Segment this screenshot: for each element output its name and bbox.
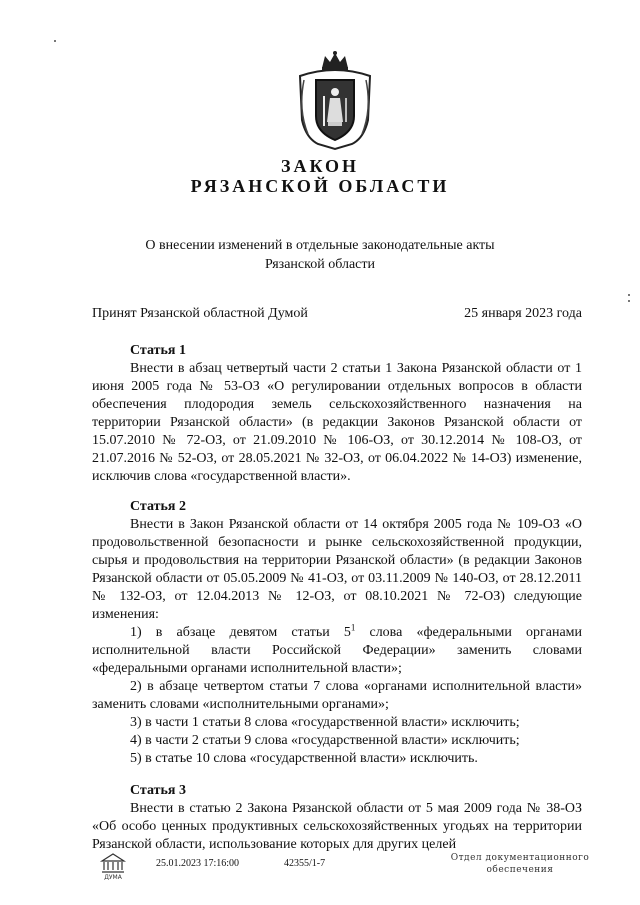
coat-of-arms-emblem — [294, 50, 376, 152]
duma-logo-icon — [98, 850, 128, 880]
article-2-item-3: 3) в части 1 статьи 8 слова «государственной власти» исключить; — [130, 715, 520, 730]
article-2-item-2: 2) в абзаце четвертом статьи 7 слова «органами исполнительной власти» заменить словами «исполнительными органами»; — [92, 679, 582, 712]
stamp-line-1: Отдел документационного — [450, 853, 590, 863]
article-3-heading: Статья 3 — [130, 783, 186, 798]
article-2-heading: Статья 2 — [130, 499, 186, 514]
law-title: ЗАКОН — [280, 156, 360, 176]
footer-timestamp: 25.01.2023 17:16:00 — [156, 858, 240, 869]
region-title: РЯЗАНСКОЙ ОБЛАСТИ — [190, 176, 450, 196]
document-subtitle — [120, 236, 520, 274]
item-1-superscript: 1 — [350, 622, 356, 633]
article-1-text: Внести в абзац четвертый части 2 статьи 1 Закона Рязанской области от 1 июня 2005 года № 53-ОЗ «О регулировании отдельных вопросов в области обеспечения плодородия земель сельскохозяйственного назначения на территории Рязанской области» (в редакции Законов Рязанской области от 15.07.2010 № 72-ОЗ, от 21.09.2010 № 106-ОЗ, от 30.12.2014 № 108-ОЗ, от 21.07.2016 № 52-ОЗ, от 28.05.2021 № 32-ОЗ, от 06.04.2022 № 14-ОЗ) изменение, исключив слова «государственной власти». — [92, 361, 582, 484]
article-2-item-1 — [92, 624, 582, 678]
article-2-item-4: 4) в части 2 статьи 9 слова «государственной власти» исключить; — [130, 733, 520, 748]
department-stamp — [440, 852, 600, 876]
margin-mark — [54, 40, 56, 42]
article-2-item-5: 5) в статье 10 слова «государственной власти» исключить. — [130, 751, 478, 766]
margin-mark — [628, 294, 630, 296]
article-2-intro: Внести в Закон Рязанской области от 14 октября 2005 года № 109-ОЗ «О продовольственной безопасности и рынке сельскохозяйственной продукции, сырья и продовольствия на территории Рязанской области» (в редакции Законов Рязанской области от 05.05.2009 № 41-ОЗ, от 03.11.2009 № 140-ОЗ, от 28.12.2011 № 132-ОЗ, от 12.04.2013 № 12-ОЗ, от 08.10.2021 № 72-ОЗ) следующие изменения: — [92, 517, 582, 622]
subtitle-line-2: Рязанской области — [264, 257, 376, 272]
item-1-end: слова «федеральными органами исполнительной власти Российской Федерации» заменить словами «федеральными органами исполнительной власти»; — [92, 625, 583, 676]
article-3-text: Внести в статью 2 Закона Рязанской области от 5 мая 2009 года № 38-ОЗ «Об особо ценных продуктивных сельскохозяйственных угодьях на территории Рязанской области, использование которых для других целей — [92, 801, 582, 852]
adopted-by: Принят Рязанской областной Думой — [92, 306, 308, 321]
stamp-line-2: обеспечения — [486, 865, 554, 875]
footer-doc-number: 42355/1-7 — [284, 858, 326, 869]
article-1-heading: Статья 1 — [130, 343, 186, 358]
adopted-date: 25 января 2023 года — [464, 306, 582, 321]
duma-logo-text: ДУМА — [104, 874, 122, 880]
margin-mark — [628, 300, 630, 302]
item-1-start: 1) в абзаце девятом статьи 5 — [130, 625, 351, 640]
subtitle-line-1: О внесении изменений в отдельные законодательные акты — [145, 238, 495, 253]
